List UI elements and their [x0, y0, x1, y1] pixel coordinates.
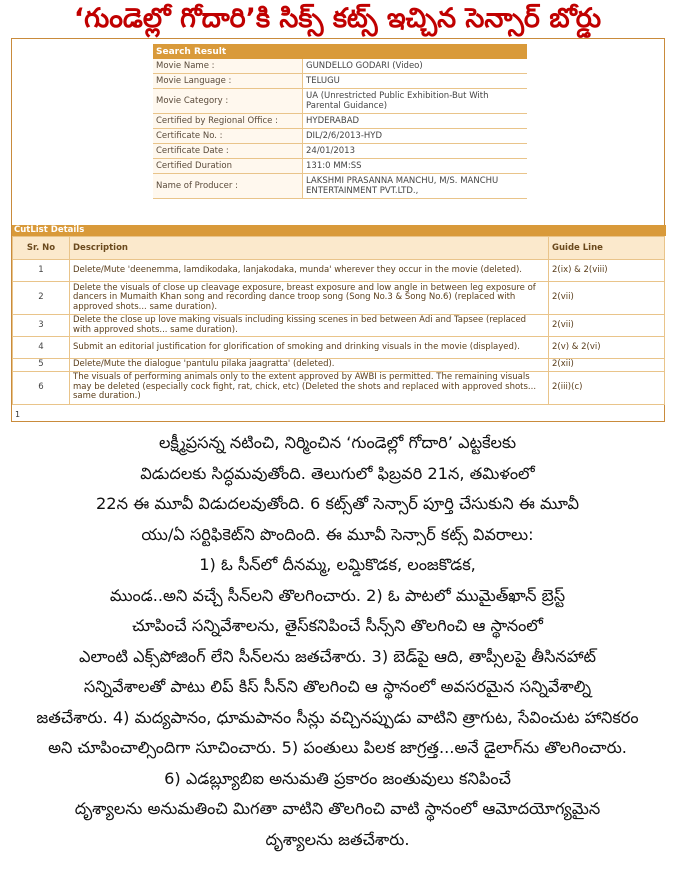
column-header-guide-line: Guide Line [549, 237, 665, 260]
cut-guide-line: 2(ix) & 2(viii) [549, 260, 665, 282]
cut-guide-line: 2(iii)(c) [549, 371, 665, 404]
cut-description: Delete/Mute 'deenemma, lamdikodaka, lanjakodaka, munda' wherever they occur in the movie (deleted). [70, 260, 549, 282]
field-value: TELUGU [303, 74, 528, 89]
table-row [153, 129, 527, 144]
article-line: జతచేశారు. 4) మద్యపానం, ధూమపానం సీన్లు వచ్చినప్పుడు వాటిని త్రాగుట, సేవించుట హానికరం [36, 707, 639, 727]
cut-description: Delete/Mute the dialogue 'pantulu pilaka jaagratta' (deleted). [70, 359, 549, 372]
cut-description: Submit an editorial justification for glorification of smoking and drinking visuals in the movie (displayed). [70, 337, 549, 359]
field-label: Movie Language : [153, 74, 303, 89]
article-body [0, 428, 675, 855]
cutlist-header-row [13, 237, 665, 260]
cut-guide-line: 2(vii) [549, 282, 665, 315]
article-line: అని చూపించాల్సిందిగా సూచించారు. 5) పంతులు పిలక జాగ్రత్త...అనే డైలాగ్‌ను తొలగించారు. [48, 738, 627, 757]
search-result-title: Search Result [153, 44, 527, 59]
article-line: 1) ఓ సీన్‌లో దీనమ్మ, లమ్డికొడక, లంజకొడక, [199, 555, 476, 574]
censor-certificate-panel [11, 38, 665, 422]
cut-description: Delete the close up love making visuals including kissing scenes in bed between Adi and Tapsee (replaced with approved shots... same duration). [70, 315, 549, 337]
search-result-table [153, 44, 527, 199]
cut-guide-line: 2(vii) [549, 315, 665, 337]
cut-sr-no: 5 [13, 359, 70, 372]
table-row [13, 315, 665, 337]
article-line: విడుదలకు సిద్ధమవుతోంది. తెలుగులో ఫిబ్రవరి 21న, తమిళంలో [140, 463, 535, 483]
article-line: 22న ఈ మూవీ విడుదలవుతోంది. 6 కట్స్‌తో సెన్సార్ పూర్తి చేసుకుని ఈ మూవీ [96, 494, 579, 513]
table-row [153, 59, 527, 74]
column-header-sr-no: Sr. No [13, 237, 70, 260]
table-row [153, 159, 527, 174]
article-line: యు/ఏ సర్టిఫికెట్‌ని పొందింది. ఈ మూవీ సెన్సార్ కట్స్ వివరాలు: [141, 524, 534, 544]
table-row [153, 74, 527, 89]
field-value: LAKSHMI PRASANNA MANCHU, M/S. MANCHU ENTERTAINMENT PVT.LTD., [303, 174, 528, 199]
field-label: Certificate Date : [153, 144, 303, 159]
article-line: దృశ్యాలను అనుమతించి మిగతా వాటిని తొలగించి వాటి స్థానంలో ఆమోదయోగ్యమైన [74, 799, 601, 818]
cut-guide-line: 2(v) & 2(vi) [549, 337, 665, 359]
cut-description: Delete the visuals of close up cleavage exposure, breast exposure and low angle in between leg exposure of dancers in Mumaith Khan song and recording dance troop song (Song No.3 & Song No.6) (replaced with approved shots... same duration). [70, 282, 549, 315]
cutlist-title: CutList Details [12, 225, 666, 236]
field-value: 24/01/2013 [303, 144, 528, 159]
field-label: Movie Name : [153, 59, 303, 74]
table-row [13, 337, 665, 359]
field-value: 131:0 MM:SS [303, 159, 528, 174]
table-row [13, 260, 665, 282]
table-row [13, 371, 665, 404]
cut-description: The visuals of performing animals only to the extent approved by AWBI is permitted. The remaining visuals may be deleted (especially cock fight, rat, chick, etc) (Deleted the shots and replaced with approved shots... same duration.) [70, 371, 549, 404]
article-line: ఎలాంటి ఎక్స్‌పోజింగ్ లేని సీన్‌లను జతచేశారు. 3) బెడ్‌పై ఆది, తాప్సీలపై తీసినహాట్ [78, 646, 597, 666]
field-value: DIL/2/6/2013-HYD [303, 129, 528, 144]
table-row [13, 282, 665, 315]
cut-sr-no: 3 [13, 315, 70, 337]
cut-sr-no: 1 [13, 260, 70, 282]
table-row [13, 359, 665, 372]
article-line: 6) ఎడబ్ల్యూబిఐ అనుమతి ప్రకారం జంతువులు కనిపించే [164, 768, 511, 788]
table-row [153, 144, 527, 159]
field-label: Name of Producer : [153, 174, 303, 199]
field-label: Certified by Regional Office : [153, 114, 303, 129]
article-line: చూపించే సన్నివేశాలను, తైస్‌కనిపించే సీన్స్‌ని తొలగించి ఆ స్థానంలో [132, 616, 543, 635]
field-value: HYDERABAD [303, 114, 528, 129]
field-label: Movie Category : [153, 89, 303, 114]
table-row [153, 174, 527, 199]
field-label: Certified Duration [153, 159, 303, 174]
table-row [153, 89, 527, 114]
cut-sr-no: 6 [13, 371, 70, 404]
page-number: 1 [15, 410, 21, 419]
article-line: సన్నివేశాలతో పాటు లిప్ కిస్ సీన్‌ని తొలగించి ఆ స్థానంలో అవసరమైన సన్నివేశాల్ని [83, 677, 592, 696]
field-label: Certificate No. : [153, 129, 303, 144]
cutlist-table [12, 236, 665, 405]
article-line: దృశ్యాలను జతచేశారు. [265, 829, 410, 849]
table-row [153, 114, 527, 129]
field-value: GUNDELLO GODARI (Video) [303, 59, 528, 74]
field-value: UA (Unrestricted Public Exhibition-But With Parental Guidance) [303, 89, 528, 114]
headline: ‘గుండెల్లో గోదారి’కి సిక్స్ కట్స్ ఇచ్చిన సెన్సార్ బోర్డు [73, 3, 602, 34]
article-line: ముండ..అని వచ్చే సీన్‌లని తొలగించారు. 2) ఓ పాటలో ముమైత్‌ఖాన్ బ్రెస్ట్ [109, 585, 566, 605]
column-header-description: Description [70, 237, 549, 260]
cut-sr-no: 4 [13, 337, 70, 359]
article-line: లక్ష్మీప్రసన్న నటించి, నిర్మించిన ‘గుండెల్లో గోదారి’ ఎట్టకేలకు [158, 433, 517, 452]
cut-sr-no: 2 [13, 282, 70, 315]
cut-guide-line: 2(xii) [549, 359, 665, 372]
